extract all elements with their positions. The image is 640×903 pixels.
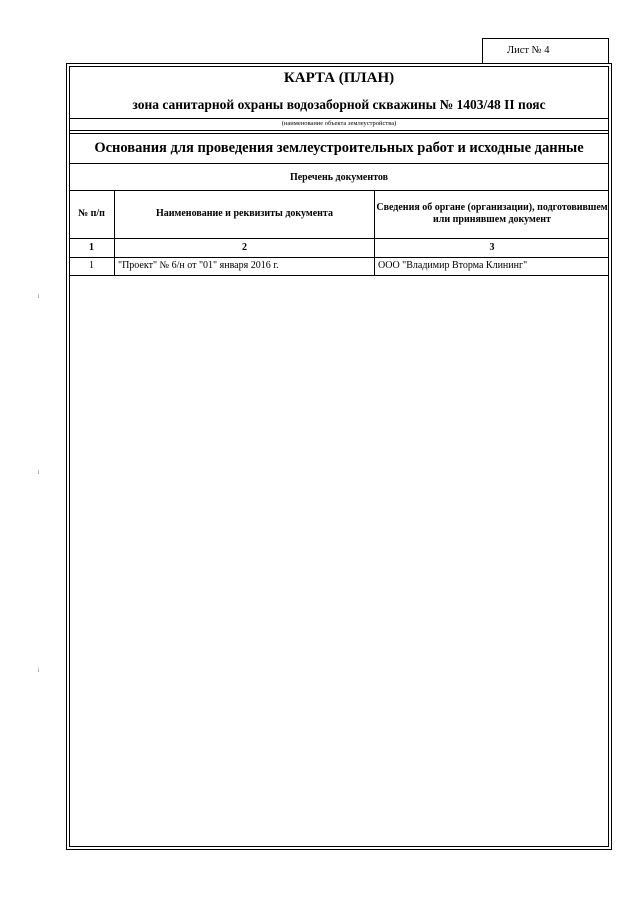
divider (69, 163, 609, 164)
binding-mark: ʲ (38, 468, 40, 477)
sheet-number-box (482, 38, 609, 64)
divider (69, 130, 609, 131)
row-organization: ООО "Владимир Вторма Клининг" (378, 260, 528, 272)
divider (69, 118, 609, 119)
column-header-number: № п/п (78, 207, 105, 219)
column-number-1: 1 (89, 241, 94, 253)
section-title: Основания для проведения землеустроительных работ и исходные данные (94, 140, 584, 156)
divider (69, 133, 609, 134)
row-number: 1 (89, 260, 94, 272)
binding-mark: ʲ (38, 292, 40, 301)
column-header-organization: Сведения об органе (организации), подготовившем или принявшем документ (376, 201, 608, 225)
row-document: "Проект" № 6/н от "01" января 2016 г. (118, 260, 279, 272)
column-number-3: 3 (489, 241, 495, 253)
column-header-document: Наименование и реквизиты документа (156, 207, 333, 219)
column-number-2: 2 (242, 241, 247, 253)
documents-list-title: Перечень документов (289, 172, 389, 183)
inner-frame (69, 66, 609, 847)
binding-mark: ʲ (38, 666, 40, 675)
document-subtitle: зона санитарной охраны водозаборной скважины № 1403/48 II пояс (132, 97, 546, 112)
document-title: КАРТА (ПЛАН) (283, 70, 395, 86)
object-caption: (наименование объекта землеустройства) (281, 120, 397, 127)
sheet-number: Лист № 4 (507, 45, 550, 56)
table-bottom-border (69, 275, 609, 276)
